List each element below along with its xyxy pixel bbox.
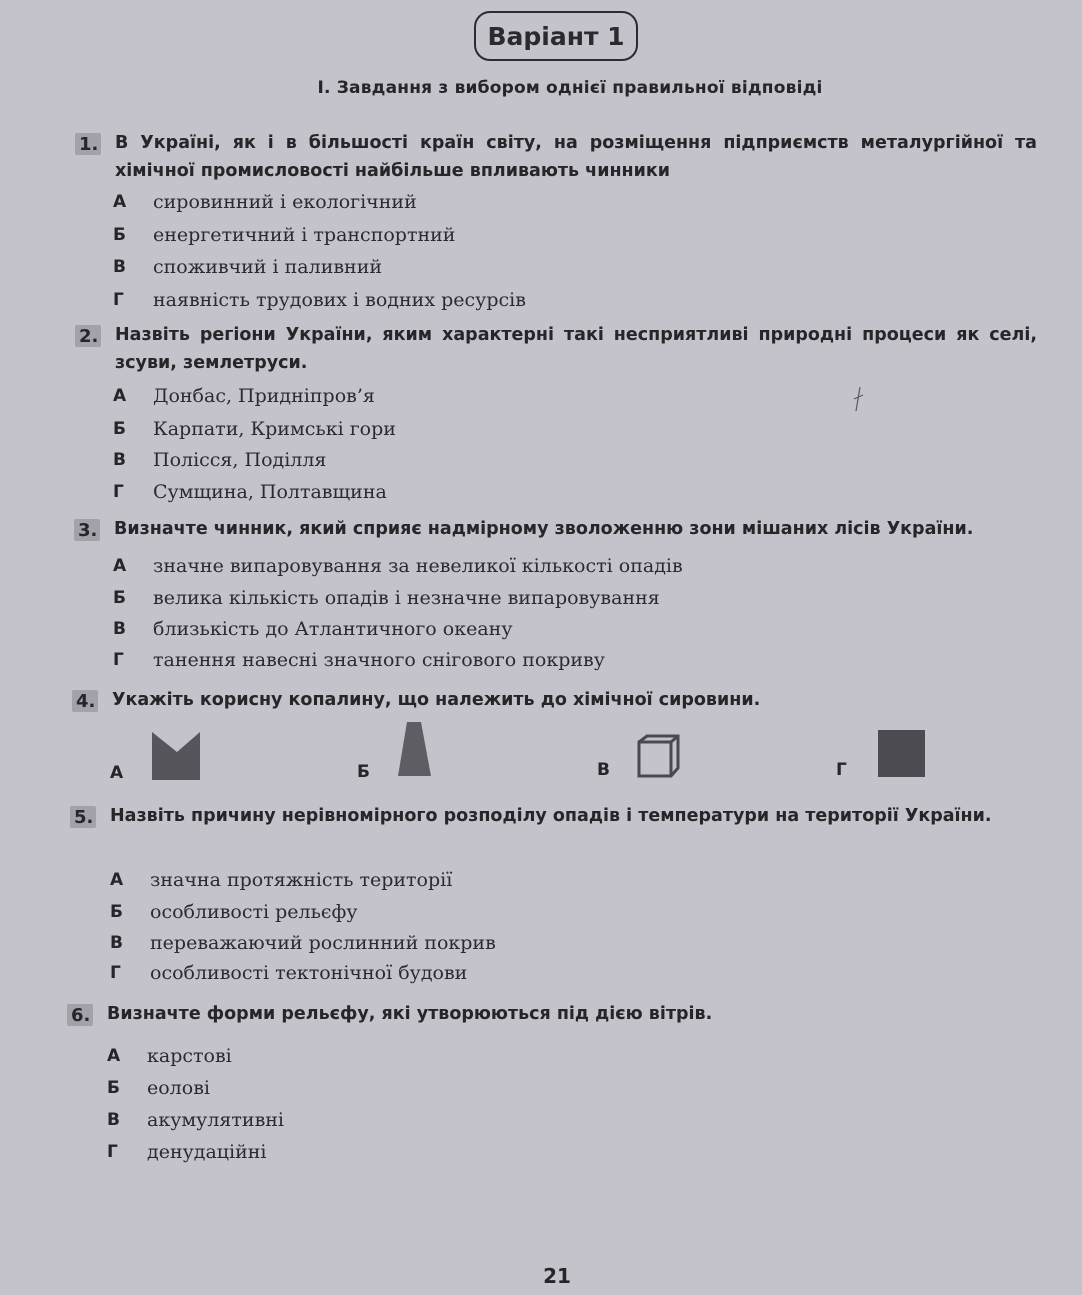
option-text: танення навесні значного снігового покриву (153, 649, 605, 671)
q6-option-d[interactable] (107, 1137, 267, 1167)
option-letter: А (110, 870, 124, 890)
option-text: сировинний і екологічний (153, 191, 417, 213)
option-text: Донбас, Придніпров’я (153, 385, 375, 407)
question-text: Назвіть причину нерівномірного розподілу опадів і температури на території України. (110, 806, 992, 826)
option-text: велика кількість опадів і незначне випаровування (153, 587, 660, 609)
q2-option-c[interactable] (113, 445, 326, 475)
question-text: Визначте форми рельєфу, які утворюються під дією вітрів. (107, 1004, 713, 1024)
option-text: карстові (147, 1045, 232, 1067)
option-letter: Б (113, 225, 126, 245)
q1-option-b[interactable] (113, 220, 455, 250)
filled-square-icon (878, 730, 926, 778)
question-text: Визначте чинник, який сприяє надмірному зволоженню зони мішаних лісів України. (114, 519, 974, 539)
option-text: Полісся, Поділля (153, 449, 327, 471)
option-text: близькість до Атлантичного океану (153, 618, 513, 640)
option-letter: А (113, 192, 127, 212)
option-text: особливості рельєфу (150, 901, 358, 923)
option-letter: В (107, 1110, 120, 1130)
option-text: споживчий і паливний (153, 256, 383, 278)
q1-option-c[interactable] (113, 252, 382, 282)
question-number: 1. (75, 133, 101, 155)
question-number: 4. (72, 690, 98, 712)
q1-option-d[interactable] (113, 285, 526, 315)
option-letter: Г (110, 963, 121, 983)
trapezoid-icon (397, 722, 433, 778)
question-number: 6. (67, 1004, 93, 1026)
option-letter: Б (357, 762, 370, 782)
option-letter: В (113, 257, 126, 277)
q6-option-a[interactable] (107, 1041, 232, 1071)
variant-title: Варіант 1 (474, 11, 638, 61)
q2-option-a[interactable] (113, 381, 375, 411)
option-letter: Г (836, 760, 847, 780)
option-text: денудаційні (147, 1141, 267, 1163)
option-letter: В (113, 450, 126, 470)
notched-square-icon (152, 732, 202, 782)
q2-option-d[interactable] (113, 477, 387, 507)
option-text: наявність трудових і водних ресурсів (153, 289, 526, 311)
page-number: 21 (543, 1264, 571, 1288)
option-letter: В (113, 619, 126, 639)
option-letter: А (113, 556, 127, 576)
option-letter: Г (113, 650, 124, 670)
option-text: Сумщина, Полтавщина (153, 481, 387, 503)
q5-option-b[interactable] (110, 897, 358, 927)
option-letter: Г (107, 1142, 118, 1162)
q3-option-c[interactable] (113, 614, 513, 644)
q5-option-d[interactable] (110, 958, 467, 988)
q1-option-a[interactable] (113, 187, 417, 217)
option-letter: Б (113, 419, 126, 439)
option-text: особливості тектонічної будови (150, 962, 468, 984)
option-letter: А (107, 1046, 121, 1066)
q5-option-a[interactable] (110, 865, 452, 895)
option-letter: Г (113, 290, 124, 310)
option-letter: Б (113, 588, 126, 608)
question-text: Назвіть регіони України, яким характерні такі несприятливі природні процеси як селі, зсуви, землетруси. (115, 325, 1037, 373)
option-text: значна протяжність території (150, 869, 453, 891)
outline-cube-icon (637, 734, 681, 778)
q6-option-c[interactable] (107, 1105, 284, 1135)
q3-option-a[interactable] (113, 551, 683, 581)
option-letter: Б (107, 1078, 120, 1098)
pen-mark-icon (848, 385, 868, 413)
option-text: акумулятивні (147, 1109, 285, 1131)
option-letter: Б (110, 902, 123, 922)
option-text: значне випаровування за невеликої кількості опадів (153, 555, 683, 577)
option-text: переважаючий рослинний покрив (150, 932, 496, 954)
q6-option-b[interactable] (107, 1073, 210, 1103)
q3-option-d[interactable] (113, 645, 605, 675)
question-number: 2. (75, 325, 101, 347)
option-letter: Г (113, 482, 124, 502)
option-letter: В (597, 760, 610, 780)
option-letter: А (110, 763, 124, 783)
question-number: 5. (70, 806, 96, 828)
option-text: Карпати, Кримські гори (153, 418, 396, 440)
question-number: 3. (74, 519, 100, 541)
option-text: енергетичний і транспортний (153, 224, 456, 246)
option-letter: А (113, 386, 127, 406)
question-text: Укажіть корисну копалину, що належить до хімічної сировини. (112, 690, 761, 710)
section-heading: I. Завдання з вибором однієї правильної відповіді (317, 78, 823, 98)
question-text: В Україні, як і в більшості країн світу, на розміщення підприємств металургійної та хімічної промисловості найбільше впливають чинники (115, 133, 1037, 181)
q5-option-c[interactable] (110, 928, 496, 958)
q3-option-b[interactable] (113, 583, 660, 613)
option-text: еолові (147, 1077, 210, 1099)
q2-option-b[interactable] (113, 414, 396, 444)
option-letter: В (110, 933, 123, 953)
